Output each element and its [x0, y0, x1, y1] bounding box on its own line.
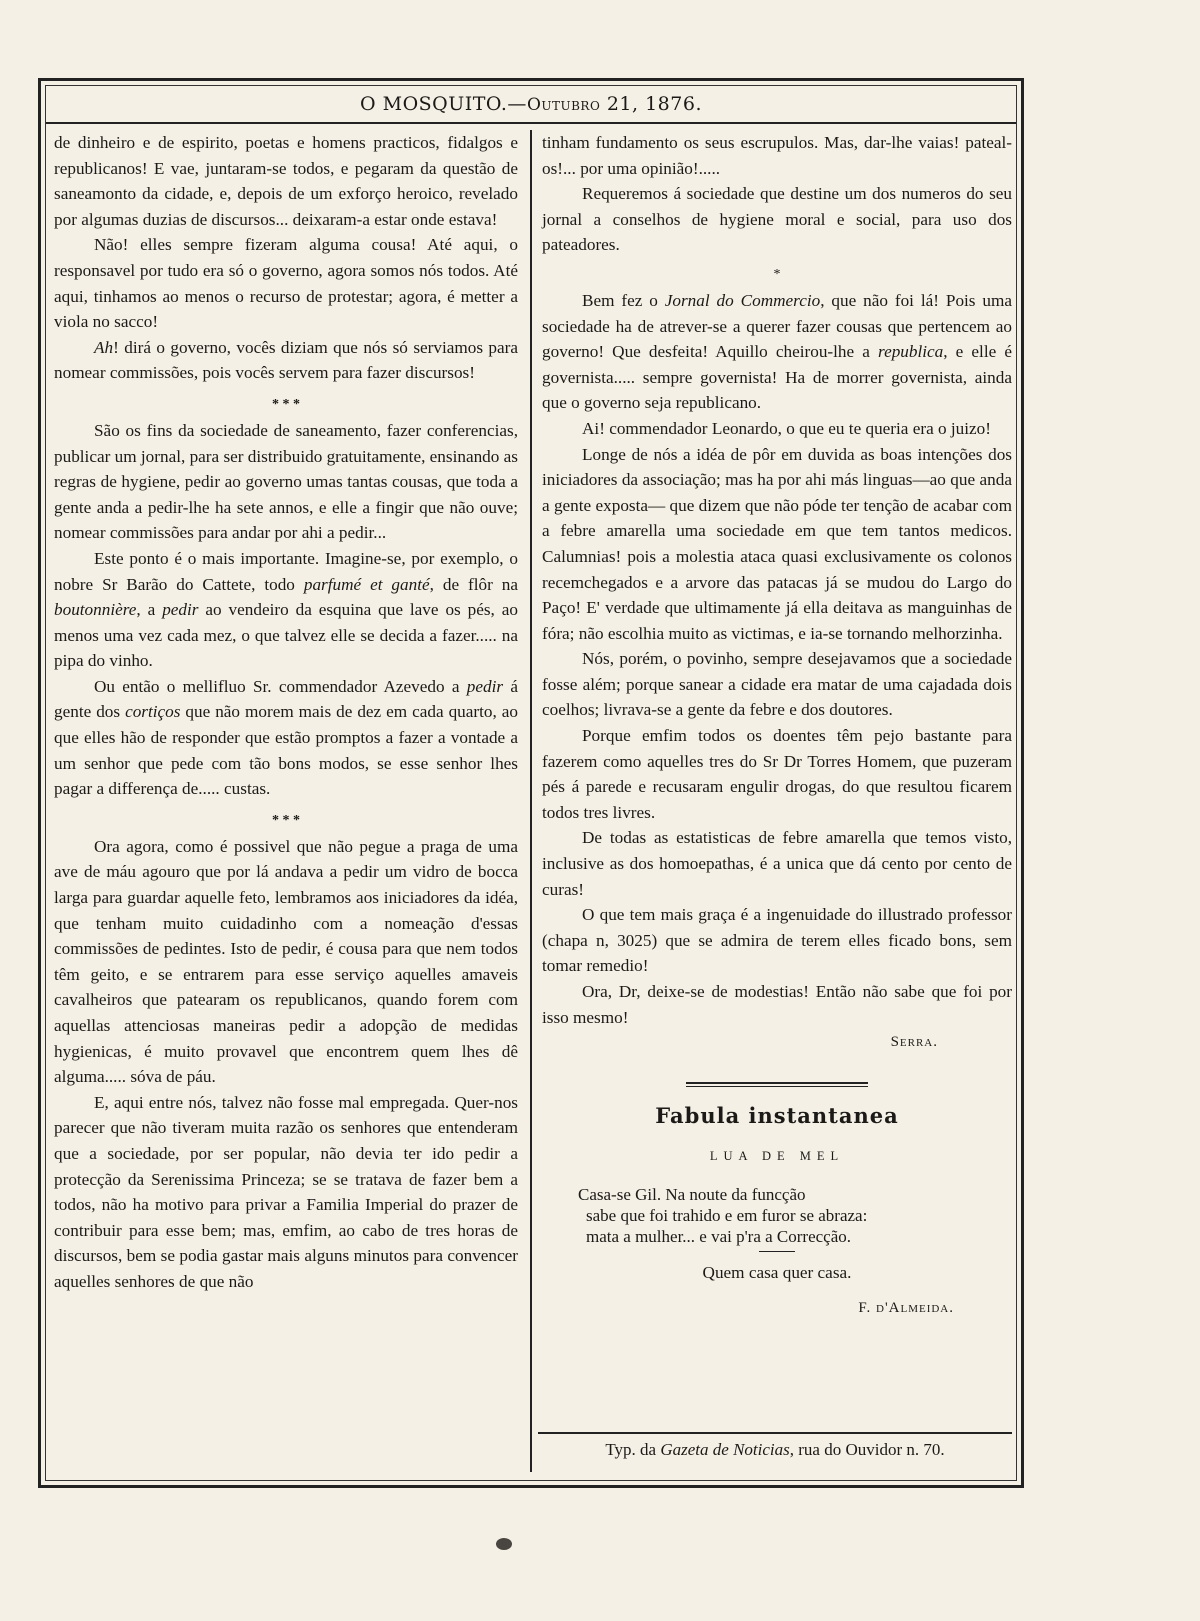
right-paragraph-6: Nós, porém, o povinho, sempre desejavamos que a sociedade fosse além; porque sanear a cidade era matar de uma cajadada dois coelhos; livrava-se a gente da febre e dos doutores.: [542, 649, 1012, 720]
poem-line-3: mata a mulher... e vai p'ra a Correcção.: [586, 1226, 852, 1246]
left-paragraph-4: São os fins da sociedade de saneamento, fazer conferencias, publicar um jornal, para ser distribuido gratuitamente, ensinando as regras de hygiene, pedir ao governo umas tantas cousas, que toda a gente anda a pedir-lhe ha sete annos, e elle a fingir que não ouve; nomear commissões para andar por ahi a pedir...: [54, 420, 518, 543]
newspaper-page: [38, 78, 1024, 1488]
right-p3-a: Bem fez o: [582, 290, 665, 310]
section-asterism-1: * * *: [272, 396, 300, 412]
left-p6-italic-1: pedir: [466, 676, 504, 696]
fable-poem: [542, 1184, 1012, 1247]
right-paragraph-5: Longe de nós a idéa de pôr em duvida as boas intenções dos iniciadores da associação; mas ha por ahi más linguas—ao que anda a gente exposta— que dizem que não póde ter tenção de acabar com a febre amarella uma sociedade em que tem tantos medicos. Calumnias! pois a molestia ataca quasi exclusivamente os colonos recemchegados e a arvore das patacas já se mudou do Largo do Paço! E' verdade que ultimamente já ella deitava as manguinhas de fóra; não escolhia muito as victimas, e ia-se tornando melhorzinha.: [542, 444, 1012, 643]
right-paragraph-7: Porque emfim todos os doentes têm pejo bastante para fazerem como aquelles tres do Sr Dr Torres Homem, que puzeram pés á parede e recusaram engulir drogas, do que resultou ficarem todos tres livres.: [542, 726, 1012, 822]
fable-signature: F. d'Almeida.: [858, 1299, 954, 1316]
masthead-paper: O MOSQUITO.—: [360, 93, 527, 115]
article-signature: Serra.: [890, 1034, 938, 1051]
left-column: [54, 130, 522, 1472]
printer-imprint: [538, 1432, 1012, 1472]
masthead-date: 21, 1876.: [600, 93, 702, 115]
right-paragraph-9: O que tem mais graça é a ingenuidade do illustrado professor (chapa n, 3025) que se admira de terem elles ficado bons, sem tomar remedio!: [542, 905, 1012, 976]
section-rule: [686, 1082, 868, 1087]
left-paragraph-6: [54, 674, 518, 802]
imprint-a: Typ. da: [605, 1440, 661, 1459]
left-p3-text: ! dirá o governo, vocês diziam que nós só serviamos para nomear commissões, pois vocês servem para fazer discursos!: [54, 337, 518, 383]
left-paragraph-7: Ora agora, como é possivel que não pegue a praga de uma ave de máu agouro que por lá andava a pedir um vidro de bocca larga para guardar aquelle feto, lembramos aos iniciadores da idéa, que tenham muito cuidadinho com a nomeação d'essas commissões de pedintes. Isto de pedir, é cousa para que nem todos têm geito, e se entrarem para esse serviço aquelles amaveis cavalheiros que patearam os republicanos, quando forem com aquellas attenciosas maneiras pedir a adopção de medidas hygienicas, é muito provavel que encontrem quem lhes dê alguma..... sóva de páu.: [54, 836, 518, 1087]
fable-subtitle: LUA DE MEL: [709, 1149, 845, 1164]
left-p6-italic-2: cortiços: [125, 702, 181, 722]
poem-rule: [759, 1251, 795, 1252]
section-asterism-2: * * *: [272, 812, 300, 828]
fable-title: Fabula instantanea: [655, 1102, 899, 1128]
right-paragraph-10: Ora, Dr, deixe-se de modestias! Então não sabe que foi por isso mesmo!: [542, 982, 1012, 1027]
left-p6-c: á gente dos: [54, 676, 518, 722]
left-p5-italic-3: pedir: [162, 600, 199, 620]
right-p3-italic-2: republica: [878, 342, 944, 362]
right-paragraph-3: [542, 288, 1012, 416]
left-p5-a: Este ponto é o mais importante. Imagine-se, por exemplo, o nobre Sr Barão do Cattete, todo: [54, 548, 518, 594]
poem-line-1: Casa-se Gil. Na noute da funcção: [578, 1184, 806, 1204]
right-paragraph-4: Ai! commendador Leonardo, o que eu te queria era o juizo!: [582, 418, 991, 438]
right-p3-c: , que não foi lá! Pois uma sociedade ha de atrever-se a querer fazer cousas que pertencem ao governo! Que desfeita! Aquillo cheirou-lhe a: [542, 290, 1012, 362]
masthead: [46, 86, 1016, 124]
right-column: [538, 130, 1012, 1472]
poem-line-2: sabe que foi trahido e em furor se abraza:: [586, 1205, 868, 1225]
left-p5-g: ao vendeiro da esquina que lave os pés, ao menos uma vez cada mez, o que talvez elle se decida a fazer..... na pipa do vinho.: [54, 600, 519, 671]
left-paragraph-1: de dinheiro e de espirito, poetas e homens practicos, fidalgos e republicanos! E vae, juntaram-se todos, e pegaram da questão de saneamonto da cidade, e, depois de um exforço heroico, revelado por algumas duzias de discursos... deixaram-a estar onde estava!: [54, 133, 518, 229]
imprint-italic: Gazeta de Noticias: [660, 1440, 790, 1459]
fable-moral: Quem casa quer casa.: [702, 1262, 852, 1282]
left-p5-e: , a: [136, 600, 163, 620]
ink-smudge: [496, 1538, 512, 1550]
column-divider: [530, 130, 532, 1472]
left-p5-italic-1: parfumé et ganté: [303, 574, 430, 594]
left-p6-a: Ou então o mellifluo Sr. commendador Azevedo a: [94, 676, 467, 696]
masthead-month: Outubro: [526, 95, 601, 115]
left-p5-italic-2: boutonnière: [54, 600, 137, 620]
left-paragraph-8: E, aqui entre nós, talvez não fosse mal empregada. Quer-nos parecer que não tiveram muita razão os senhores que entenderam que a sociedade, por ser popular, não devia ter ido pedir a protecção da Serenissima Princeza; se se tratava de fazer bem a todos, não ha motivo para privar a Familia Imperial do prazer de contribuir para esse bem; mas, emfim, ao cabo de tres horas de discursos, bem se podia gastar mais alguns minutos para convencer aquelles senhores de que não: [54, 1092, 518, 1291]
left-paragraph-5: [54, 546, 518, 674]
left-paragraph-2: Não! elles sempre fizeram alguma cousa! Até aqui, o responsavel por tudo era só o governo, agora somos nós todos. Até aqui, tinhamos ao menos o recurso de protestar; agora, é metter a viola no sacco!: [54, 235, 518, 332]
right-p3-italic-1: Jornal do Commercio: [664, 290, 821, 310]
page-inner-border: [45, 85, 1017, 1481]
section-star: *: [773, 266, 781, 282]
right-paragraph-2: Requeremos á sociedade que destine um dos numeros do seu jornal a conselhos de hygiene moral e social, para uso dos pateadores.: [542, 184, 1012, 255]
left-p6-e: que não morem mais de dez em cada quarto, ao que elles hão de responder que estão promptos a fazer a vontade a um senhor que pede com tão bons modos, se esse senhor lhes pagar a differença de..... custas.: [54, 702, 518, 799]
left-p3-italic: Ah: [94, 337, 114, 357]
right-paragraph-8: De todas as estatisticas de febre amarella que temos visto, inclusive as dos homoepathas, é a unica que dá cento por cento de curas!: [542, 828, 1012, 899]
left-paragraph-3: [54, 335, 518, 386]
left-p5-c: , de flôr na: [429, 574, 518, 594]
imprint-c: , rua do Ouvidor n. 70.: [789, 1440, 945, 1459]
right-paragraph-1: tinham fundamento os seus escrupulos. Mas, dar-lhe vaias! pateal-os!... por uma opinião!.....: [542, 133, 1012, 178]
right-p3-e: , e elle é governista..... sempre governista! Ha de morrer governista, ainda que o governo seja republicano.: [542, 342, 1012, 413]
